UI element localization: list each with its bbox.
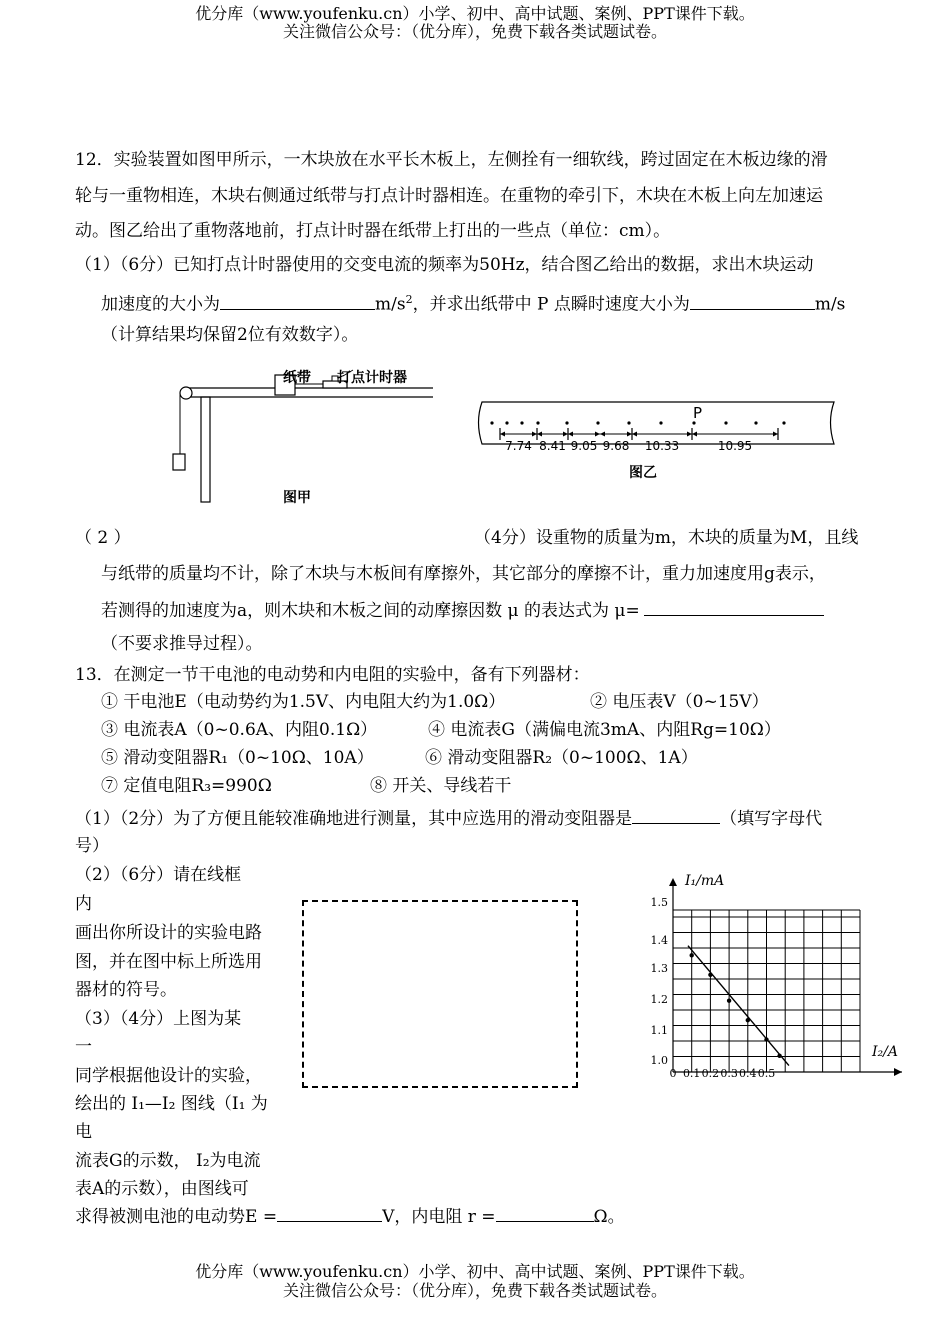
- dim-arrow: [627, 432, 632, 437]
- tape-dimensions: [500, 428, 778, 453]
- i1-i2-graph: [640, 868, 915, 1088]
- caption-yi: 图乙: [629, 465, 657, 481]
- q13-p2-line-5: 器材的符号。: [75, 980, 177, 1000]
- segment-label: 10.33: [644, 439, 680, 453]
- q13-p3-line-7: 表A的示数），由图线可: [75, 1179, 249, 1199]
- tape-dot: [520, 421, 523, 424]
- segment-label: 10.95: [717, 439, 753, 453]
- point-p-label: P: [693, 404, 703, 422]
- figure-yi: [472, 396, 842, 486]
- label-tape: 纸带: [283, 370, 311, 386]
- label-timer: 打点计时器: [337, 370, 407, 386]
- segment-label: 9.05: [570, 439, 598, 453]
- equip-item-2: ② 电压表V（0~15V）: [590, 692, 769, 712]
- data-point: [727, 999, 731, 1003]
- hanging-weight: [173, 454, 185, 470]
- x-tick-label: 0.1: [682, 1067, 701, 1080]
- segment-label: 7.74: [505, 439, 532, 453]
- y-tick-label: 1.0: [650, 1054, 668, 1067]
- equip-item-6: ⑥ 滑动变阻器R₂（0~100Ω、1A）: [425, 748, 698, 768]
- graph-ticks: [651, 896, 776, 1080]
- q12-part1-line1: （1）（6分）已知打点计时器使用的交变电流的频率为50Hz，结合图乙给出的数据，求出木块运动: [75, 255, 814, 275]
- dim-arrow: [537, 432, 542, 437]
- dim-arrow: [568, 432, 573, 437]
- q12-part1-line3: （计算结果均保留2位有效数字）。: [101, 325, 359, 345]
- q12-part2-line4: （不要求推导过程）。: [101, 634, 263, 654]
- equip-item-5: ⑤ 滑动变阻器R₁（0~10Ω、10A）: [101, 748, 374, 768]
- tape-dot: [659, 421, 662, 424]
- q12-part2-line1: （4分）设重物的质量为m，木块的质量为M，且线: [474, 528, 859, 548]
- tape-dot: [490, 421, 493, 424]
- q13-part3-last: [75, 1206, 625, 1227]
- tape-dot: [505, 421, 508, 424]
- tape-dot: [565, 421, 568, 424]
- q12-part2-open: （ 2 ）: [75, 528, 131, 548]
- footer-line-2: 关注微信公众号：（优分库），免费下载各类试题试卷。: [282, 1281, 667, 1300]
- q13-p3-line-1: （3）（4分）上图为某: [75, 1009, 242, 1029]
- data-point: [777, 1054, 781, 1058]
- tape-dot: [536, 421, 539, 424]
- y-tick-label: 1.3: [650, 962, 668, 975]
- q13-stem: 13．在测定一节干电池的电动势和内电阻的实验中，备有下列器材：: [75, 665, 590, 685]
- data-point: [690, 953, 694, 957]
- q12-stem-1: 12．实验装置如图甲所示，一木块放在水平长木板上，左侧拴有一细软线，跨过固定在木板边缘的滑: [75, 150, 828, 170]
- figure-jia: [165, 362, 440, 512]
- q12-p1-unit2: m/s: [814, 294, 846, 315]
- q13-p2-line-4: 图，并在图中标上所选用: [75, 952, 262, 972]
- segment-label: 8.41: [539, 439, 566, 453]
- dim-arrow: [595, 432, 600, 437]
- dim-arrow: [500, 432, 505, 437]
- q12-p1-unit1: m/s: [375, 294, 406, 315]
- y-axis-arrow: [669, 878, 677, 886]
- mu-answer-blank[interactable]: [644, 600, 824, 616]
- dim-arrow: [600, 432, 605, 437]
- tape-dot: [627, 421, 630, 424]
- header-line-1: 优分库（www.youfenku.cn）小学、初中、高中试题、案例、PPT课件下载。: [195, 4, 755, 23]
- q12-p1-text-a: 加速度的大小为: [101, 294, 220, 315]
- y-tick-label: 1.1: [650, 1024, 668, 1037]
- y-tick-label: 1.2: [650, 993, 668, 1006]
- q13-p2-line-2: 内: [75, 894, 92, 914]
- y-tick-label: 1.4: [650, 934, 668, 947]
- x-tick-label: 0.5: [757, 1067, 776, 1080]
- data-point: [746, 1018, 750, 1022]
- q12-part1-line2: [101, 290, 845, 315]
- circuit-drawing-box[interactable]: [302, 900, 578, 1088]
- q12-p1-text-b: ，并求出纸带中 P 点瞬时速度大小为: [412, 294, 690, 315]
- dim-arrow: [692, 432, 697, 437]
- q12-p1-sup: 2: [405, 293, 413, 306]
- segment-label: 9.68: [602, 439, 630, 453]
- x-tick-label: 0.2: [701, 1067, 720, 1080]
- header-line-2: 关注微信公众号：（优分库），免费下载各类试题试卷。: [282, 22, 667, 41]
- tape-outline: [479, 402, 835, 444]
- q13-p3-line-3: 同学根据他设计的实验，: [75, 1066, 262, 1086]
- q13-part1-line1: [75, 808, 822, 829]
- equip-item-8: ⑧ 开关、导线若干: [370, 776, 512, 796]
- q13-p1-text-a: （1）（2分）为了方便且能较准确地进行测量，其中应选用的滑动变阻器是: [75, 809, 633, 829]
- q12-stem-2: 轮与一重物相连，木块右侧通过纸带与打点计时器相连。在重物的牵引下，木块在木板上向左加速运: [75, 186, 823, 206]
- equip-item-7: ⑦ 定值电阻R₃=990Ω: [101, 776, 272, 796]
- q13-p1-text-b: （填写字母代: [720, 809, 823, 829]
- q13-p3-line-2: 一: [75, 1037, 92, 1057]
- equip-item-3: ③ 电流表A（0~0.6A、内阻0.1Ω）: [101, 720, 378, 740]
- velocity-answer-blank[interactable]: [690, 294, 815, 310]
- dim-arrow: [532, 432, 537, 437]
- q13-p2-line-3: 画出你所设计的实验电路: [75, 923, 262, 943]
- x-axis-arrow: [894, 1068, 902, 1076]
- data-point: [708, 973, 712, 977]
- dim-arrow: [687, 432, 692, 437]
- dim-arrow: [773, 432, 778, 437]
- q13-p2-line-1: （2）（6分）请在线框: [75, 865, 242, 885]
- q13-part1-line2: 号）: [75, 836, 109, 856]
- footer-line-1: 优分库（www.youfenku.cn）小学、初中、高中试题、案例、PPT课件下载。: [195, 1262, 755, 1281]
- data-point: [764, 1037, 768, 1041]
- resistance-answer-blank[interactable]: [496, 1206, 594, 1222]
- equip-item-1: ① 干电池E（电动势约为1.5V、内电阻大约为1.0Ω）: [101, 692, 506, 712]
- caption-jia: 图甲: [283, 490, 311, 506]
- x-tick-label: 0.4: [739, 1067, 757, 1080]
- y-tick-label: 1.5: [650, 896, 668, 909]
- y-axis-label: I₁/mA: [685, 873, 725, 889]
- q13-p3-text-c: Ω。: [593, 1207, 625, 1227]
- graph-grid: [673, 910, 860, 1072]
- q13-p3-line-6: 流表G的示数， I₂为电流: [75, 1151, 261, 1171]
- x-tick-label: 0: [669, 1067, 677, 1080]
- tape-dot: [596, 421, 599, 424]
- x-tick-label: 0.3: [720, 1067, 738, 1080]
- q13-p3-line-5: 电: [75, 1122, 92, 1142]
- pulley-icon: [180, 387, 192, 399]
- x-axis-label: I₂/A: [872, 1044, 898, 1060]
- q12-p2-text: 若测得的加速度为a，则木块和木板之间的动摩擦因数 μ 的表达式为 μ=: [101, 601, 640, 621]
- tape-dot: [724, 421, 727, 424]
- dim-arrow: [632, 432, 637, 437]
- accel-answer-blank[interactable]: [220, 294, 375, 310]
- q12-stem-3: 动。图乙给出了重物落地前，打点计时器在纸带上打出的一些点（单位：cm）。: [75, 221, 671, 241]
- dim-arrow: [563, 432, 568, 437]
- emf-answer-blank[interactable]: [277, 1206, 382, 1222]
- q13-p3-text-b: V，内电阻 r =: [382, 1207, 496, 1227]
- q13-p3-line-4: 绘出的 I₁—I₂ 图线（I₁ 为: [75, 1094, 268, 1114]
- tape-dots: [490, 421, 785, 424]
- q12-part2-line3: [101, 600, 824, 621]
- equip-item-4: ④ 电流表G（满偏电流3mA、内阻Rg=10Ω）: [428, 720, 781, 740]
- rheostat-answer-blank[interactable]: [632, 808, 720, 824]
- q13-p3-text-a: 求得被测电池的电动势E =: [75, 1207, 278, 1227]
- q12-part2-line2: 与纸带的质量均不计，除了木块与木板间有摩擦外，其它部分的摩擦不计，重力加速度用g表示，: [101, 564, 826, 584]
- table-leg: [201, 397, 210, 502]
- tape-dot: [754, 421, 757, 424]
- tape-dot: [782, 421, 785, 424]
